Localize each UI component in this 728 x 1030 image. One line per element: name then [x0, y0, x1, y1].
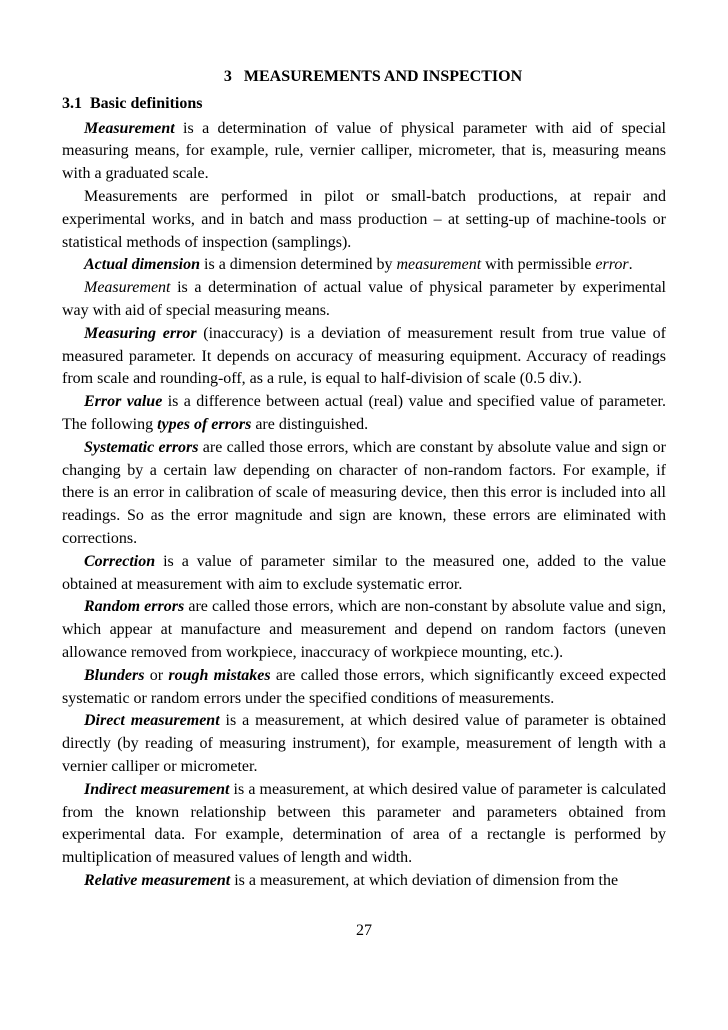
- body-text: [62, 118, 666, 893]
- text-run: with permissible: [481, 256, 596, 274]
- term: Direct measurement: [84, 712, 220, 730]
- text-run: or: [144, 666, 169, 684]
- term: Measurement: [84, 119, 175, 137]
- emphasis: error: [595, 256, 629, 274]
- paragraph: [62, 710, 666, 778]
- term: types of errors: [157, 415, 252, 433]
- term: Systematic errors: [84, 438, 199, 456]
- text-run: (inaccuracy) is a deviation of measurement result from true value of measured parameter. It depends on accuracy of measuring equipment. Accuracy of readings from scale and rounding-off, as a rule, is equal to half-division of scale (0.5 div.).: [62, 324, 666, 388]
- text-run: is a measurement, at which desired value of parameter is obtained directly (by reading of measuring instrument), for example, measurement of length with a vernier calliper or micrometer.: [62, 712, 666, 775]
- term: Blunders: [84, 666, 145, 684]
- section-title: Basic definitions: [90, 94, 203, 112]
- text-run: is a determination of actual value of physical parameter by experimental way with aid of special measuring means.: [62, 279, 666, 319]
- paragraph: [62, 254, 666, 277]
- term: Correction: [84, 552, 156, 570]
- paragraph: [62, 186, 666, 254]
- text-run: Measurements are performed in pilot or small-batch productions, at repair and experimental works, and in batch and mass production – at setting-up of machine-tools or statistical methods of inspection (samplings).: [62, 187, 666, 251]
- text-run: .: [628, 256, 633, 274]
- chapter-number: 3: [223, 68, 232, 85]
- term: Indirect measurement: [84, 780, 230, 798]
- chapter-heading: [62, 66, 666, 89]
- term: rough mistakes: [168, 666, 271, 684]
- chapter-title: MEASUREMENTS AND INSPECTION: [243, 68, 523, 85]
- text-run: are called those errors, which significantly exceed expected systematic or random errors under the specified conditions of measurements.: [62, 666, 667, 707]
- paragraph: [62, 323, 666, 391]
- paragraph: [62, 665, 666, 711]
- term: Error value: [84, 393, 163, 411]
- text-run: are called those errors, which are non-constant by absolute value and sign, which appear at manufacture and measurement and depend on random factors (uneven allowance removed from workpiece, inaccuracy of workpiece mounting, etc.).: [62, 598, 666, 661]
- text-run: is a dimension determined by: [200, 256, 397, 274]
- term: Relative measurement: [84, 871, 231, 889]
- emphasis: measurement: [396, 256, 482, 274]
- text-run: is a value of parameter similar to the measured one, added to the value obtained at measurement with aim to exclude systematic error.: [62, 552, 666, 593]
- section-heading: [62, 93, 666, 116]
- paragraph: [62, 596, 666, 664]
- term: Measuring error: [84, 324, 197, 342]
- text-run: is a measurement, at which desired value of parameter is calculated from the known relationship between this parameter and parameters obtained from experimental data. For example, determination of area of a rectangle is performed by multiplication of measured values of length and width.: [62, 780, 666, 867]
- text-run: is a difference between actual (real) value and specified value of parameter. The following: [62, 393, 666, 433]
- paragraph: [62, 118, 666, 186]
- term: Actual dimension: [84, 256, 201, 274]
- term: Random errors: [84, 598, 185, 616]
- emphasis: Measurement: [84, 279, 171, 297]
- section-number: 3.1: [62, 94, 82, 112]
- paragraph: [62, 437, 666, 551]
- paragraph: [62, 870, 666, 893]
- paragraph: [62, 779, 666, 870]
- text-run: are called those errors, which are constant by absolute value and sign or changing by a certain law depending on character of non-random factors. For example, if there is an error in calibration of scale of measuring device, then this error is included into all readings. So as the error magnitude and sign are known, these errors are eliminated with corrections.: [62, 438, 666, 547]
- document-page: [62, 66, 666, 893]
- text-run: is a measurement, at which deviation of dimension from the: [230, 871, 619, 889]
- text-run: are distinguished.: [251, 415, 369, 433]
- page-number: 27: [356, 922, 372, 939]
- text-run: is a determination of value of physical parameter with aid of special measuring means, for example, rule, vernier calliper, micrometer, that is, measuring means with a graduated scale.: [62, 119, 666, 183]
- paragraph: [62, 551, 666, 597]
- paragraph: [62, 391, 666, 437]
- paragraph: [62, 277, 666, 323]
